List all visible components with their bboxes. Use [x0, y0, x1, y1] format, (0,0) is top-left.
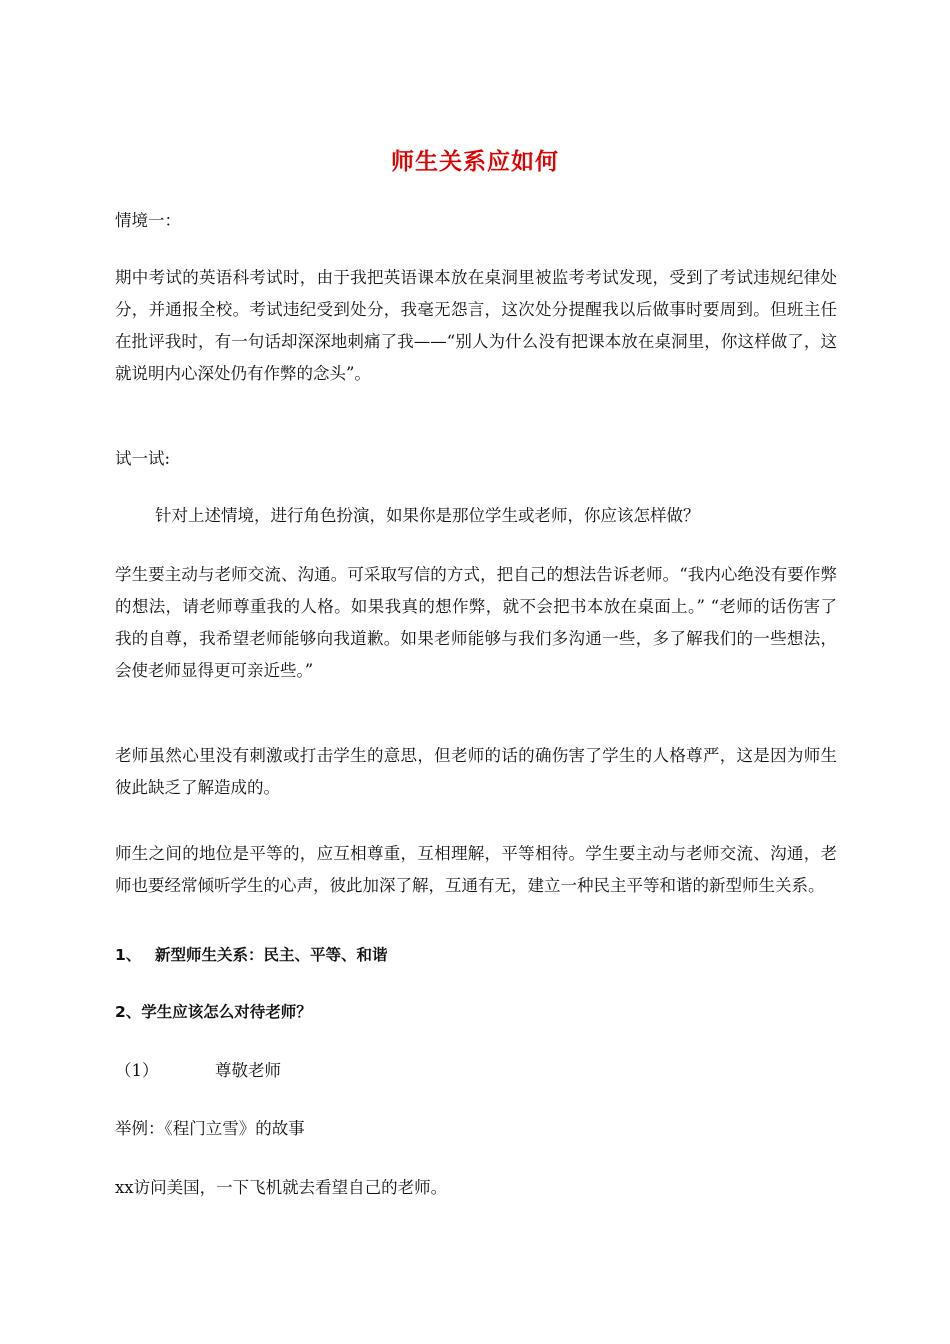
example-line: 举例：《程门立雪》的故事 [115, 1119, 305, 1138]
heading-1-number: 1、 [115, 946, 142, 964]
document-title: 师生关系应如何 [391, 149, 559, 175]
sub-heading-1-text: 尊敬老师 [215, 1061, 281, 1080]
heading-1 [115, 939, 837, 971]
heading-2: 2、学生应该怎么对待老师？ [115, 1003, 312, 1021]
task-paragraph: 针对上述情境，进行角色扮演，如果你是那位学生或老师，你应该怎样做？ [155, 506, 700, 525]
student-paragraph: 学生要主动与老师交流、沟通。可采取写信的方式，把自己的想法告诉老师。“我内心绝没有要作弊的想法，请老师尊重我的人格。如果我真的想作弊，就不会把书本放在桌面上。” “老师的话伤害了我的自尊，我希望老师能够向我道歉。如果老师能够与我们多沟通一些，多了解我们的一些想法，会使老师显得更可亲近些。” [115, 565, 837, 680]
scenario-paragraph: 期中考试的英语科考试时，由于我把英语课本放在桌洞里被监考考试发现，受到了考试违规纪律处分，并通报全校。考试违纪受到处分，我毫无怨言，这次处分提醒我以后做事时要周到。但班主任在批评我时，有一句话却深深地刺痛了我——“别人为什么没有把课本放在桌洞里，你这样做了，这就说明内心深处仍有作弊的念头”。 [115, 268, 837, 383]
heading-1-text: 新型师生关系：民主、平等、和谐 [155, 946, 388, 964]
sub-heading-1-number: （1） [115, 1061, 159, 1080]
section-label-try: 试一试: [115, 449, 171, 468]
last-line: xx访问美国，一下飞机就去看望自己的老师。 [115, 1178, 448, 1197]
sub-heading-1 [115, 1055, 837, 1087]
section-label-scenario: 情境一： [115, 211, 181, 230]
equality-paragraph: 师生之间的地位是平等的，应互相尊重，互相理解，平等相待。学生要主动与老师交流、沟通，老师也要经常倾听学生的心声，彼此加深了解，互通有无，建立一种民主平等和谐的新型师生关系。 [115, 844, 837, 895]
teacher-paragraph: 老师虽然心里没有刺激或打击学生的意思，但老师的话的确伤害了学生的人格尊严，这是因为师生彼此缺乏了解造成的。 [115, 746, 837, 797]
